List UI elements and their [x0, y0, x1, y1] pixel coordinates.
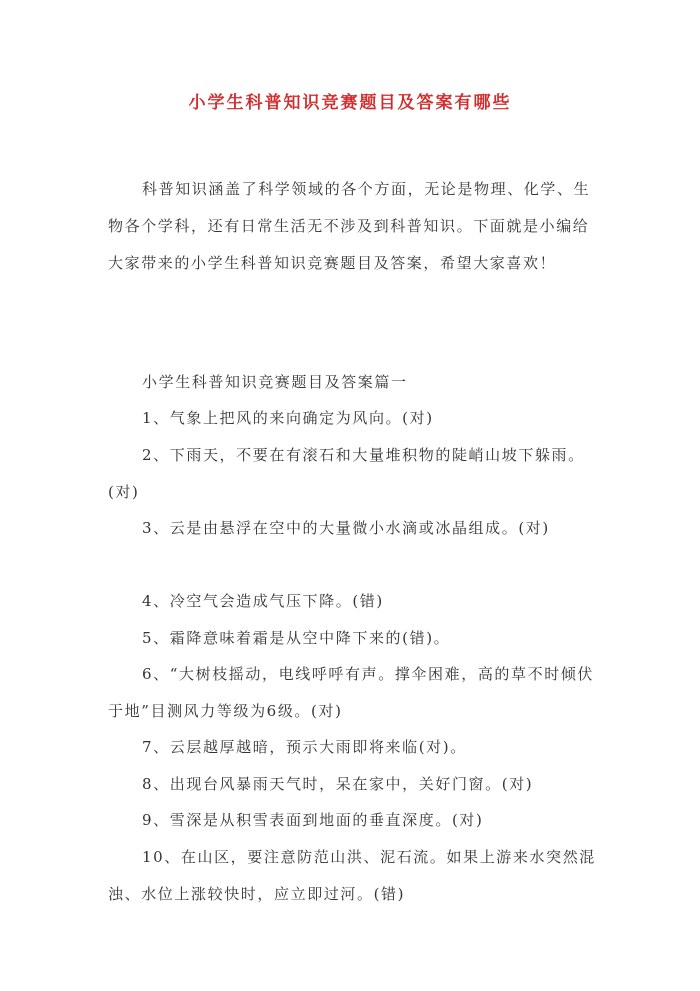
question-item: 3、云是由悬浮在空中的大量微小水滴或冰晶组成。(对)	[142, 519, 550, 537]
question-item: 4、冷空气会造成气压下降。(错)	[142, 592, 384, 610]
question-item: 1、气象上把风的来向确定为风向。(对)	[142, 409, 434, 427]
question-item: 6、“大树枝摇动，电线呼呼有声。撑伞困难，高的草不时倾伏于地”目测风力等级为6级。(对)	[108, 665, 595, 720]
question-item: 8、出现台风暴雨天气时，呆在家中，关好门窗。(对)	[142, 775, 534, 793]
question-item: 9、雪深是从积雪表面到地面的垂直深度。(对)	[142, 811, 484, 829]
question-item: 7、云层越厚越暗，预示大雨即将来临(对)。	[142, 738, 467, 756]
question-item: 5、霜降意味着霜是从空中降下来的(错)。	[142, 629, 451, 647]
section-title: 小学生科普知识竞赛题目及答案篇一	[142, 373, 408, 391]
document-title: 小学生科普知识竞赛题目及答案有哪些	[188, 93, 512, 113]
question-item: 2、下雨天，不要在有滚石和大量堆积物的陡峭山坡下躲雨。(对)	[108, 446, 585, 501]
intro-paragraph: 科普知识涵盖了科学领域的各个方面，无论是物理、化学、生物各个学科，还有日常生活无不涉及到科普知识。下面就是小编给大家带来的小学生科普知识竞赛题目及答案，希望大家喜欢！	[108, 180, 591, 272]
question-item: 10、在山区，要注意防范山洪、泥石流。如果上游来水突然混浊、水位上涨较快时，应立即过河。(错)	[108, 848, 596, 903]
